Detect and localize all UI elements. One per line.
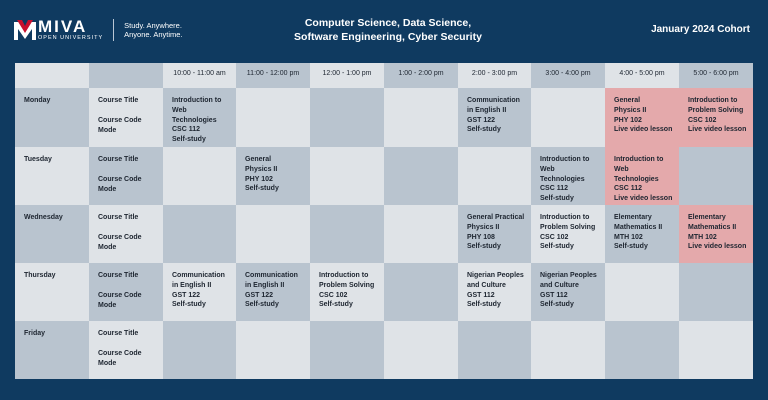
timeslot-header: [163, 63, 236, 88]
course-cell: [163, 88, 236, 147]
timeslot-label: 5:00 - 6:00 pm: [693, 70, 739, 77]
timeslot-header-row: [15, 63, 753, 88]
tagline-line2: Anyone. Anytime.: [124, 30, 183, 39]
course-line-2: Mathematics II: [614, 223, 663, 231]
empty-slot-cell: [236, 321, 310, 379]
course-line-1: Nigerian Peoples: [467, 272, 524, 279]
course-line-1: Nigerian Peoples: [540, 272, 597, 279]
timeslot-label: 11:00 - 12:00 pm: [246, 70, 300, 77]
day-name-cell: [15, 321, 89, 379]
day-row-friday: [15, 321, 753, 379]
course-line-3: PHY 102: [245, 175, 273, 183]
label-course-title: Course Title: [98, 214, 139, 221]
course-cell: [236, 263, 310, 321]
course-line-1: General Practical: [467, 214, 525, 221]
course-line-3: MTH 102: [614, 233, 643, 241]
course-line-3: CSC 112: [540, 185, 569, 193]
label-course-title: Course Title: [98, 97, 139, 104]
day-name-cell: [15, 263, 89, 321]
timeslot-header: [236, 63, 310, 88]
course-line-1: Introduction to: [319, 272, 369, 279]
timeslot-header: [605, 63, 679, 88]
course-cell: [458, 205, 531, 263]
course-line-2: and Culture: [540, 281, 579, 289]
label-course-code: Course Code: [98, 175, 142, 183]
timeslot-header: [384, 63, 458, 88]
course-line-4: Self-study: [467, 301, 501, 309]
empty-slot-cell: [310, 205, 384, 263]
course-cell: [163, 263, 236, 321]
header: [0, 0, 768, 62]
row-labels-cell: [89, 321, 163, 379]
course-line-2: Problem Solving: [688, 106, 744, 114]
course-line-1: General: [614, 97, 641, 104]
timeslot-label: 2:00 - 3:00 pm: [471, 70, 518, 77]
course-cell: [236, 147, 310, 205]
day-name-cell: [15, 205, 89, 263]
course-line-3: CSC 112: [172, 126, 201, 134]
course-line-3: CSC 102: [688, 116, 717, 124]
day-name: Friday: [24, 330, 46, 337]
course-cell: [605, 147, 679, 205]
empty-slot-cell: [679, 263, 753, 321]
label-course-title: Course Title: [98, 330, 139, 337]
course-cell: [458, 263, 531, 321]
course-line-4: Self-study: [467, 243, 501, 251]
header-blank-cell: [15, 63, 89, 88]
course-line-3: CSC 112: [614, 185, 643, 193]
label-gap: [98, 339, 157, 349]
timeslot-header: [531, 63, 605, 88]
empty-slot-cell: [236, 205, 310, 263]
course-line-2: Web Technologies: [614, 165, 659, 183]
day-name: Monday: [24, 97, 51, 104]
label-course-code: Course Code: [98, 291, 142, 299]
empty-slot-cell: [384, 147, 458, 205]
course-line-3: GST 122: [467, 116, 496, 124]
empty-slot-cell: [458, 147, 531, 205]
label-course-title: Course Title: [98, 272, 139, 279]
course-line-3: GST 122: [245, 291, 274, 299]
empty-slot-cell: [679, 321, 753, 379]
course-line-4: Self-study: [172, 136, 206, 144]
course-line-1: Elementary: [614, 214, 652, 221]
course-line-4: Live video lesson: [688, 243, 747, 251]
course-line-4: Live video lesson: [688, 126, 747, 134]
label-mode: Mode: [98, 243, 117, 251]
empty-slot-cell: [384, 321, 458, 379]
course-line-3: MTH 102: [688, 233, 717, 241]
timeslot-header: [458, 63, 531, 88]
course-line-3: GST 112: [540, 291, 568, 299]
day-name-cell: [15, 147, 89, 205]
title-line2: Software Engineering, Cyber Security: [294, 31, 482, 43]
empty-slot-cell: [310, 147, 384, 205]
cohort-label: January 2024 Cohort: [651, 24, 750, 35]
timeslot-label: 3:00 - 4:00 pm: [545, 70, 591, 77]
course-line-4: Self-study: [540, 301, 574, 309]
label-gap: [98, 281, 157, 291]
empty-slot-cell: [679, 147, 753, 205]
course-line-2: Problem Solving: [540, 223, 596, 231]
course-line-2: and Culture: [467, 281, 506, 289]
course-line-4: Self-study: [467, 126, 501, 134]
course-line-2: Physics II: [614, 106, 647, 114]
timeslot-label: 4:00 - 5:00 pm: [619, 70, 665, 77]
empty-slot-cell: [236, 88, 310, 147]
empty-slot-cell: [458, 321, 531, 379]
day-row-wednesday: [15, 205, 753, 263]
row-labels-cell: [89, 263, 163, 321]
course-line-1: Communication: [245, 272, 298, 279]
label-gap: [98, 165, 157, 175]
course-line-2: in English II: [467, 106, 507, 114]
label-course-code: Course Code: [98, 349, 142, 357]
course-line-1: Introduction to: [688, 97, 738, 104]
label-gap: [98, 106, 157, 116]
course-line-3: PHY 102: [614, 116, 642, 124]
course-line-2: Physics II: [467, 223, 500, 231]
course-cell: [531, 263, 605, 321]
course-cell: [310, 263, 384, 321]
empty-slot-cell: [384, 88, 458, 147]
page-title: [250, 16, 526, 44]
course-line-1: Introduction to: [172, 97, 222, 104]
course-line-3: CSC 102: [319, 291, 348, 299]
timeslot-header: [679, 63, 753, 88]
course-line-1: Communication: [172, 272, 225, 279]
course-cell: [458, 88, 531, 147]
course-line-4: Self-study: [614, 243, 648, 251]
title-line1: Computer Science, Data Science,: [304, 17, 472, 29]
empty-slot-cell: [605, 263, 679, 321]
empty-slot-cell: [310, 321, 384, 379]
day-name: Tuesday: [24, 156, 52, 163]
course-line-2: in English II: [172, 281, 212, 289]
course-line-3: GST 112: [467, 291, 495, 299]
timeslot-label: 10:00 - 11:00 am: [173, 70, 226, 77]
empty-slot-cell: [163, 321, 236, 379]
course-line-4: Self-study: [540, 195, 574, 203]
course-line-3: GST 122: [172, 291, 201, 299]
course-line-4: Self-study: [319, 301, 353, 309]
timeslot-label: 12:00 - 1:00 pm: [322, 70, 372, 77]
course-line-4: Live video lesson: [614, 195, 673, 203]
empty-slot-cell: [310, 88, 384, 147]
course-cell: [679, 88, 753, 147]
course-line-4: Self-study: [245, 301, 279, 309]
label-course-title: Course Title: [98, 156, 139, 163]
course-line-1: General: [245, 156, 272, 163]
course-line-2: in English II: [245, 281, 285, 289]
course-line-1: Introduction to: [540, 156, 590, 163]
course-line-4: Self-study: [540, 243, 574, 251]
label-course-code: Course Code: [98, 116, 142, 124]
timetable: [15, 63, 753, 379]
empty-slot-cell: [531, 321, 605, 379]
course-line-3: PHY 108: [467, 233, 495, 241]
miva-m-icon: [14, 20, 36, 40]
empty-slot-cell: [384, 263, 458, 321]
label-gap: [98, 223, 157, 233]
course-cell: [679, 205, 753, 263]
label-mode: Mode: [98, 126, 117, 134]
course-line-4: Live video lesson: [614, 126, 673, 134]
day-name-cell: [15, 88, 89, 147]
label-mode: Mode: [98, 301, 117, 309]
row-labels-cell: [89, 88, 163, 147]
course-line-1: Communication: [467, 97, 520, 104]
course-line-4: Self-study: [245, 185, 279, 193]
row-labels-cell: [89, 147, 163, 205]
course-line-1: Elementary: [688, 214, 726, 221]
course-line-2: Physics II: [245, 165, 278, 173]
logo-subtext: OPEN UNIVERSITY: [38, 35, 104, 41]
day-row-tuesday: [15, 147, 753, 205]
course-line-2: Mathematics II: [688, 223, 737, 231]
empty-slot-cell: [163, 205, 236, 263]
course-cell: [531, 147, 605, 205]
course-line-4: Self-study: [172, 301, 206, 309]
course-line-1: Introduction to: [614, 156, 664, 163]
label-course-code: Course Code: [98, 233, 142, 241]
empty-slot-cell: [605, 321, 679, 379]
label-mode: Mode: [98, 359, 117, 367]
logo: [14, 18, 183, 42]
empty-slot-cell: [163, 147, 236, 205]
day-row-monday: [15, 88, 753, 147]
logo-text: MIVA: [38, 17, 88, 36]
logo-divider: [113, 19, 114, 41]
header-blank-cell: [89, 63, 163, 88]
course-line-3: CSC 102: [540, 233, 569, 241]
tagline-line1: Study. Anywhere.: [124, 21, 182, 30]
course-line-2: Problem Solving: [319, 281, 375, 289]
course-line-2: Web Technologies: [172, 106, 217, 124]
course-cell: [605, 88, 679, 147]
course-cell: [531, 205, 605, 263]
day-name: Wednesday: [24, 214, 63, 221]
row-labels-cell: [89, 205, 163, 263]
empty-slot-cell: [384, 205, 458, 263]
label-mode: Mode: [98, 185, 117, 193]
empty-slot-cell: [531, 88, 605, 147]
day-name: Thursday: [24, 272, 56, 279]
timeslot-header: [310, 63, 384, 88]
course-line-2: Web Technologies: [540, 165, 585, 183]
day-row-thursday: [15, 263, 753, 321]
course-cell: [605, 205, 679, 263]
timeslot-label: 1:00 - 2:00 pm: [398, 70, 444, 77]
course-line-1: Introduction to: [540, 214, 590, 221]
